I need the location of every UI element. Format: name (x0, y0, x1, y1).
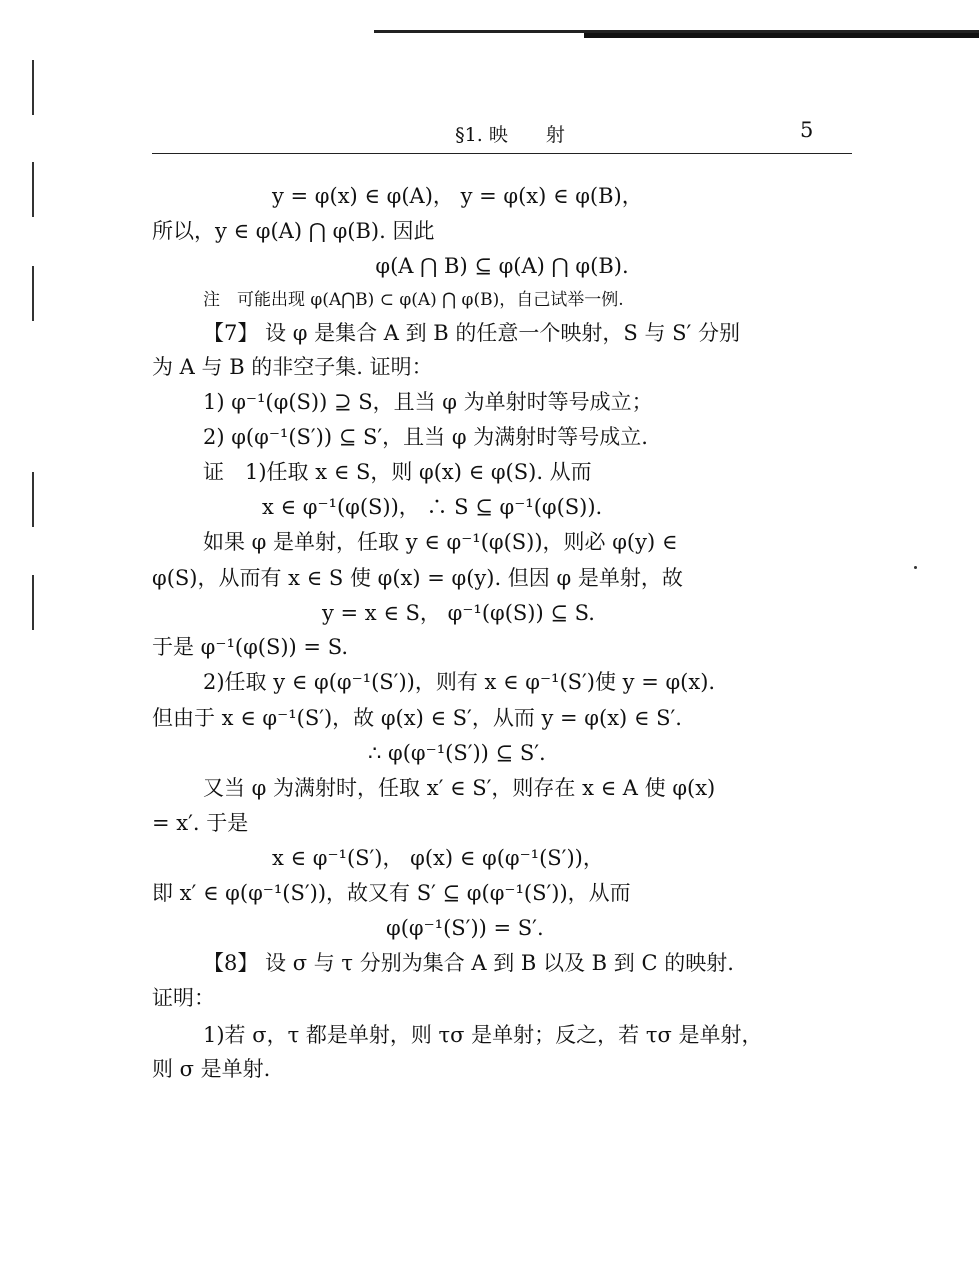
text-line: φ(S)，从而有 x ∈ S 使 φ(x) = φ(y). 但因 φ 是单射，故 (152, 566, 683, 590)
claim-1: 1)若 σ，τ 都是单射，则 τσ 是单射；反之，若 τσ 是单射， (203, 1023, 763, 1047)
formula-line: φ(A ⋂ B) ⊆ φ(A) ⋂ φ(B). (375, 254, 629, 278)
text-line: 于是 φ⁻¹(φ(S)) = S. (152, 635, 349, 659)
text-line: 但由于 x ∈ φ⁻¹(S′)，故 φ(x) ∈ S′，从而 y = φ(x) ∈ S′. (152, 706, 682, 730)
text-line: 为 A 与 B 的非空子集. 证明： (152, 355, 433, 379)
text-line: 所以，y ∈ φ(A) ⋂ φ(B). 因此 (152, 219, 435, 243)
formula-line: y = φ(x) ∈ φ(A)， y = φ(x) ∈ φ(B)， (272, 184, 643, 208)
text-line: 则 σ 是单射. (152, 1057, 271, 1081)
scan-top-rule (374, 30, 979, 38)
binding-mark (32, 266, 34, 321)
proof-start: 证 1)任取 x ∈ S，则 φ(x) ∈ φ(S). 从而 (203, 460, 592, 484)
text-line: 证明： (152, 986, 215, 1010)
formula-line: ∴ φ(φ⁻¹(S′)) ⊆ S′. (368, 741, 546, 765)
binding-mark (32, 60, 34, 115)
text-line: 又当 φ 为满射时，任取 x′ ∈ S′，则存在 x ∈ A 使 φ(x) (203, 776, 716, 800)
binding-mark (32, 162, 34, 217)
running-header-title: §1. 映 射 (455, 124, 565, 146)
binding-mark (32, 472, 34, 527)
claim-1: 1) φ⁻¹(φ(S)) ⊇ S，且当 φ 为单射时等号成立； (203, 390, 653, 414)
problem-7-heading: 【7】 设 φ 是集合 A 到 B 的任意一个映射，S 与 S′ 分别 (203, 321, 740, 345)
formula-line: φ(φ⁻¹(S′)) = S′. (386, 916, 544, 940)
text-line: 2)任取 y ∈ φ(φ⁻¹(S′))，则有 x ∈ φ⁻¹(S′)使 y = φ(x). (203, 670, 716, 694)
page-number: 5 (800, 118, 814, 142)
scan-speck (914, 566, 917, 569)
formula-line: x ∈ φ⁻¹(φ(S))， ∴ S ⊆ φ⁻¹(φ(S)). (262, 495, 603, 519)
formula-line: y = x ∈ S， φ⁻¹(φ(S)) ⊆ S. (322, 601, 595, 625)
header-rule (152, 153, 852, 154)
text-line: 即 x′ ∈ φ(φ⁻¹(S′))，故又有 S′ ⊆ φ(φ⁻¹(S′))，从而 (152, 881, 631, 905)
claim-2: 2) φ(φ⁻¹(S′)) ⊆ S′，且当 φ 为满射时等号成立. (203, 425, 648, 449)
binding-mark (32, 575, 34, 630)
text-line: 如果 φ 是单射，任取 y ∈ φ⁻¹(φ(S))，则必 φ(y) ∈ (203, 530, 678, 554)
formula-line: x ∈ φ⁻¹(S′)， φ(x) ∈ φ(φ⁻¹(S′))， (272, 846, 604, 870)
problem-8-heading: 【8】 设 σ 与 τ 分别为集合 A 到 B 以及 B 到 C 的映射. (203, 951, 734, 975)
text-line: = x′. 于是 (152, 811, 249, 835)
note-line: 注 可能出现 φ(A⋂B) ⊂ φ(A) ⋂ φ(B)，自己试举一例. (203, 290, 624, 310)
